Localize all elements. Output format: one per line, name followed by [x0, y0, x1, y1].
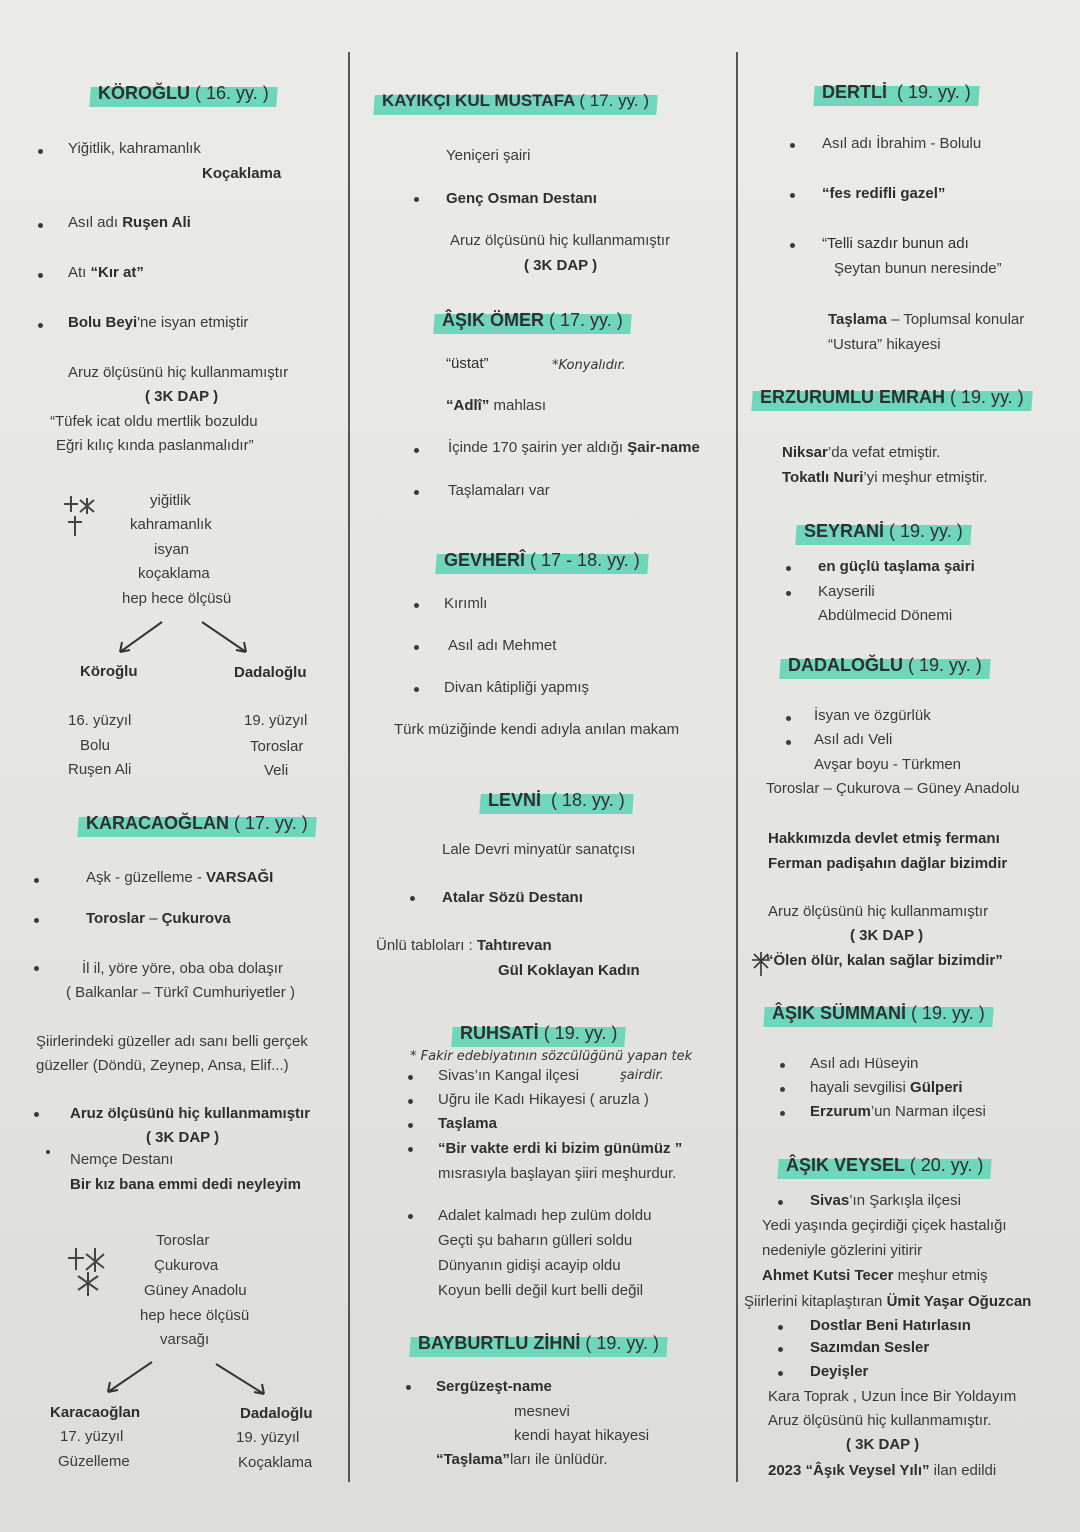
star-doodle-icon — [64, 1244, 110, 1298]
note-text: Aruz ölçüsünü hiç kullanmamıştır — [70, 1105, 311, 1122]
book-title: Deyişler — [810, 1363, 869, 1380]
poem-line: Dünyanın gidişi acayip oldu — [438, 1257, 621, 1274]
note-text: Yeniçeri şairi — [446, 147, 531, 164]
column-divider-left — [348, 52, 350, 1482]
note-text: Genç Osman Destanı — [446, 190, 597, 207]
book-title: Dostlar Beni Hatırlasın — [810, 1317, 971, 1334]
note-text: Taşlama — [438, 1115, 497, 1132]
note-text: Uğru ile Kadı Hikayesi ( aruzla ) — [438, 1091, 649, 1108]
heading-gevheri: GEVHERÎ ( 17 - 18. yy. ) — [436, 547, 648, 574]
note-text: ( 3K DAP ) — [145, 388, 219, 405]
note-text: Koçaklama — [202, 165, 282, 182]
note-text: Sergüzeşt-name — [436, 1378, 552, 1395]
note-text: Türk müziğinde kendi adıyla anılan makam — [394, 721, 680, 738]
compare-value: Güzelleme — [58, 1453, 130, 1470]
column-divider-right — [736, 52, 738, 1482]
compare-value: 19. yüzyıl — [244, 712, 308, 729]
note-text: Bolu Beyi'ne isyan etmiştir — [68, 314, 249, 331]
note-text: Sivas’ın Şarkışla ilçesi — [810, 1192, 961, 1209]
quote-text: Eğri kılıç kında paslanmalıdır” — [56, 437, 254, 454]
note-text: Şiirlerini kitaplaştıran Ümit Yaşar Oğuzcan — [744, 1293, 1032, 1310]
note-text: Aruz ölçüsünü hiç kullanmamıştır. — [768, 1412, 992, 1429]
arrow-right-icon — [196, 618, 256, 658]
note-text: İl il, yöre yöre, oba oba dolaşır — [82, 960, 283, 977]
heading-koroglu: KÖROĞLU ( 16. yy. ) — [90, 80, 277, 107]
compare-value: Toroslar — [250, 738, 304, 755]
note-text: Ferman padişahın dağlar bizimdir — [768, 855, 1008, 872]
heading-levni: LEVNİ ( 18. yy. ) — [480, 787, 633, 814]
note-text: İsyan ve özgürlük — [814, 707, 931, 724]
heading-dadaloglu: DADALOĞLU ( 19. yy. ) — [780, 652, 990, 679]
note-text: Bir kız bana emmi dedi neyleyim — [70, 1176, 301, 1193]
arrow-left-icon — [100, 1358, 160, 1398]
note-text: Sivas’ın Kangal ilçesi — [438, 1067, 579, 1084]
heading-kayikci-kul-mustafa: KAYIKÇI KUL MUSTAFA ( 17. yy. ) — [374, 88, 657, 115]
compare-value: 16. yüzyıl — [68, 712, 132, 729]
compare-value: 17. yüzyıl — [60, 1428, 124, 1445]
arrow-right-icon — [210, 1360, 270, 1400]
note-text: Aruz ölçüsünü hiç kullanmamıştır — [68, 364, 289, 381]
compare-value: Koçaklama — [238, 1454, 313, 1471]
note-text: kendi hayat hikayesi — [514, 1427, 650, 1444]
compare-value: Ruşen Ali — [68, 761, 132, 778]
poem-line: Koyun belli değil kurt belli değil — [438, 1282, 644, 1299]
note-text: Şiirlerindeki güzeller adı sanı belli gerçek — [36, 1033, 308, 1050]
note-text: Toroslar – Çukurova – Güney Anadolu — [766, 780, 1020, 797]
common-trait: koçaklama — [138, 565, 210, 582]
note-text: Gül Koklayan Kadın — [498, 962, 640, 979]
handwritten-note: şairdir. — [620, 1068, 664, 1083]
common-trait: isyan — [154, 541, 190, 558]
note-text: “Telli sazdır bunun adı — [822, 235, 969, 252]
common-trait: Toroslar — [156, 1232, 210, 1249]
note-text: İçinde 170 şairin yer aldığı Şair-name — [448, 439, 700, 456]
note-text: ( Balkanlar – Türkî Cumhuriyetler ) — [66, 984, 295, 1001]
heading-bayburtlu-zihni: BAYBURTLU ZİHNİ ( 19. yy. ) — [410, 1330, 667, 1357]
compare-name: Dadaloğlu — [234, 664, 307, 681]
common-trait: yiğitlik — [150, 492, 191, 509]
note-text: Divan kâtipliği yapmış — [444, 679, 590, 696]
note-text: Asıl adı İbrahim - Bolulu — [822, 135, 982, 152]
common-trait: Güney Anadolu — [144, 1282, 247, 1299]
note-text: en güçlü taşlama şairi — [818, 558, 975, 575]
note-text: Aruz ölçüsünü hiç kullanmamıştır — [450, 232, 671, 249]
note-text: “Taşlama”ları ile ünlüdür. — [436, 1451, 608, 1468]
note-text: Taşlama – Toplumsal konular — [828, 311, 1025, 328]
compare-value: Bolu — [80, 737, 111, 754]
note-text: Erzurum’un Narman ilçesi — [810, 1103, 986, 1120]
note-text: Abdülmecid Dönemi — [818, 607, 953, 624]
heading-karacaoglan: KARACAOĞLAN ( 17. yy. ) — [78, 810, 316, 837]
heading-asik-omer: ÂŞIK ÖMER ( 17. yy. ) — [434, 307, 631, 334]
note-text: Hakkımızda devlet etmiş fermanı — [768, 830, 1000, 847]
note-text: “Bir vakte erdi ki bizim günümüz ” — [438, 1140, 683, 1157]
note-text: “Ustura” hikayesi — [828, 336, 941, 353]
note-text: Şeytan bunun neresinde” — [834, 260, 1002, 277]
note-text: Asıl adı Ruşen Ali — [68, 214, 191, 231]
compare-value: Veli — [264, 762, 289, 779]
common-trait: Çukurova — [154, 1257, 219, 1274]
note-text: güzeller (Döndü, Zeynep, Ansa, Elif...) — [36, 1057, 289, 1074]
book-title: Sazımdan Sesler — [810, 1339, 930, 1356]
note-text: Atı “Kır at” — [68, 264, 144, 281]
star-doodle-icon — [58, 490, 102, 550]
note-text: Asıl adı Hüseyin — [810, 1055, 919, 1072]
note-text: Lale Devri minyatür sanatçısı — [442, 841, 636, 858]
note-text: Niksar’da vefat etmiştir. — [782, 444, 941, 461]
common-trait: kahramanlık — [130, 516, 212, 533]
heading-asik-veysel: ÂŞIK VEYSEL ( 20. yy. ) — [778, 1152, 991, 1179]
handwritten-note: *Konyalıdır. — [552, 358, 626, 373]
heading-asik-summani: ÂŞIK SÜMMANİ ( 19. yy. ) — [764, 1000, 993, 1027]
compare-name: Dadaloğlu — [240, 1405, 313, 1422]
note-text: “Adlî” mahlası — [446, 397, 547, 414]
note-text: “üstat” — [446, 355, 489, 372]
note-text: Tokatlı Nuri’yi meşhur etmiştir. — [782, 469, 988, 486]
poem-line: Adalet kalmadı hep zulüm doldu — [438, 1207, 652, 1224]
compare-name: Karacaoğlan — [50, 1404, 141, 1421]
note-text: “fes redifli gazel” — [822, 185, 946, 202]
note-text: hayali sevgilisi Gülperi — [810, 1079, 963, 1096]
note-text: ( 3K DAP ) — [146, 1129, 220, 1146]
note-text: Aşk - güzelleme - VARSAĞI — [86, 869, 274, 886]
common-trait: hep hece ölçüsü — [140, 1307, 250, 1324]
note-text: Avşar boyu - Türkmen — [814, 756, 962, 773]
heading-ruhsati: RUHSATİ ( 19. yy. ) — [452, 1020, 625, 1047]
quote-text: “Tüfek icat oldu mertlik bozuldu — [50, 413, 258, 430]
common-trait: hep hece ölçüsü — [122, 590, 232, 607]
note-text: Aruz ölçüsünü hiç kullanmamıştır — [768, 903, 989, 920]
note-text: mısrasıyla başlayan şiiri meşhurdur. — [438, 1165, 677, 1182]
heading-seyrani: SEYRANİ ( 19. yy. ) — [796, 518, 971, 545]
common-trait: varsağı — [160, 1331, 210, 1348]
note-text: Kara Toprak , Uzun İnce Bir Yoldayım — [768, 1388, 1017, 1405]
note-text: ( 3K DAP ) — [846, 1436, 920, 1453]
poem-line: Geçti şu baharın gülleri soldu — [438, 1232, 633, 1249]
note-text: Ahmet Kutsi Tecer meşhur etmiş — [762, 1267, 988, 1284]
note-text: ( 3K DAP ) — [850, 927, 924, 944]
quote-text: “Ölen ölür, kalan sağlar bizimdir” — [766, 952, 1003, 969]
heading-dertli: DERTLİ ( 19. yy. ) — [814, 79, 979, 106]
note-text: Ünlü tabloları : Tahtırevan — [376, 937, 552, 954]
note-text: mesnevi — [514, 1403, 570, 1420]
handwritten-note: * Fakir edebiyatının sözcülüğünü yapan tek — [410, 1049, 693, 1064]
compare-value: 19. yüzyıl — [236, 1429, 300, 1446]
note-text: Yedi yaşında geçirdiği çiçek hastalığı — [762, 1217, 1007, 1234]
compare-name: Köroğlu — [80, 663, 138, 680]
note-text: Nemçe Destanı — [70, 1151, 174, 1168]
note-text: Kırımlı — [444, 595, 488, 612]
note-text: Toroslar – Çukurova — [86, 910, 231, 927]
note-text: Taşlamaları var — [448, 482, 550, 499]
note-text: Asıl adı Veli — [814, 731, 893, 748]
note-text: nedeniyle gözlerini yitirir — [762, 1242, 923, 1259]
arrow-left-icon — [112, 618, 172, 658]
note-text: Kayserili — [818, 583, 875, 600]
note-text: Yiğitlik, kahramanlık — [68, 140, 201, 157]
note-text: Atalar Sözü Destanı — [442, 889, 583, 906]
heading-erzurumlu-emrah: ERZURUMLU EMRAH ( 19. yy. ) — [752, 384, 1032, 411]
note-text: 2023 “Âşık Veysel Yılı” ilan edildi — [768, 1462, 997, 1479]
note-text: Asıl adı Mehmet — [448, 637, 557, 654]
note-text: ( 3K DAP ) — [524, 257, 598, 274]
